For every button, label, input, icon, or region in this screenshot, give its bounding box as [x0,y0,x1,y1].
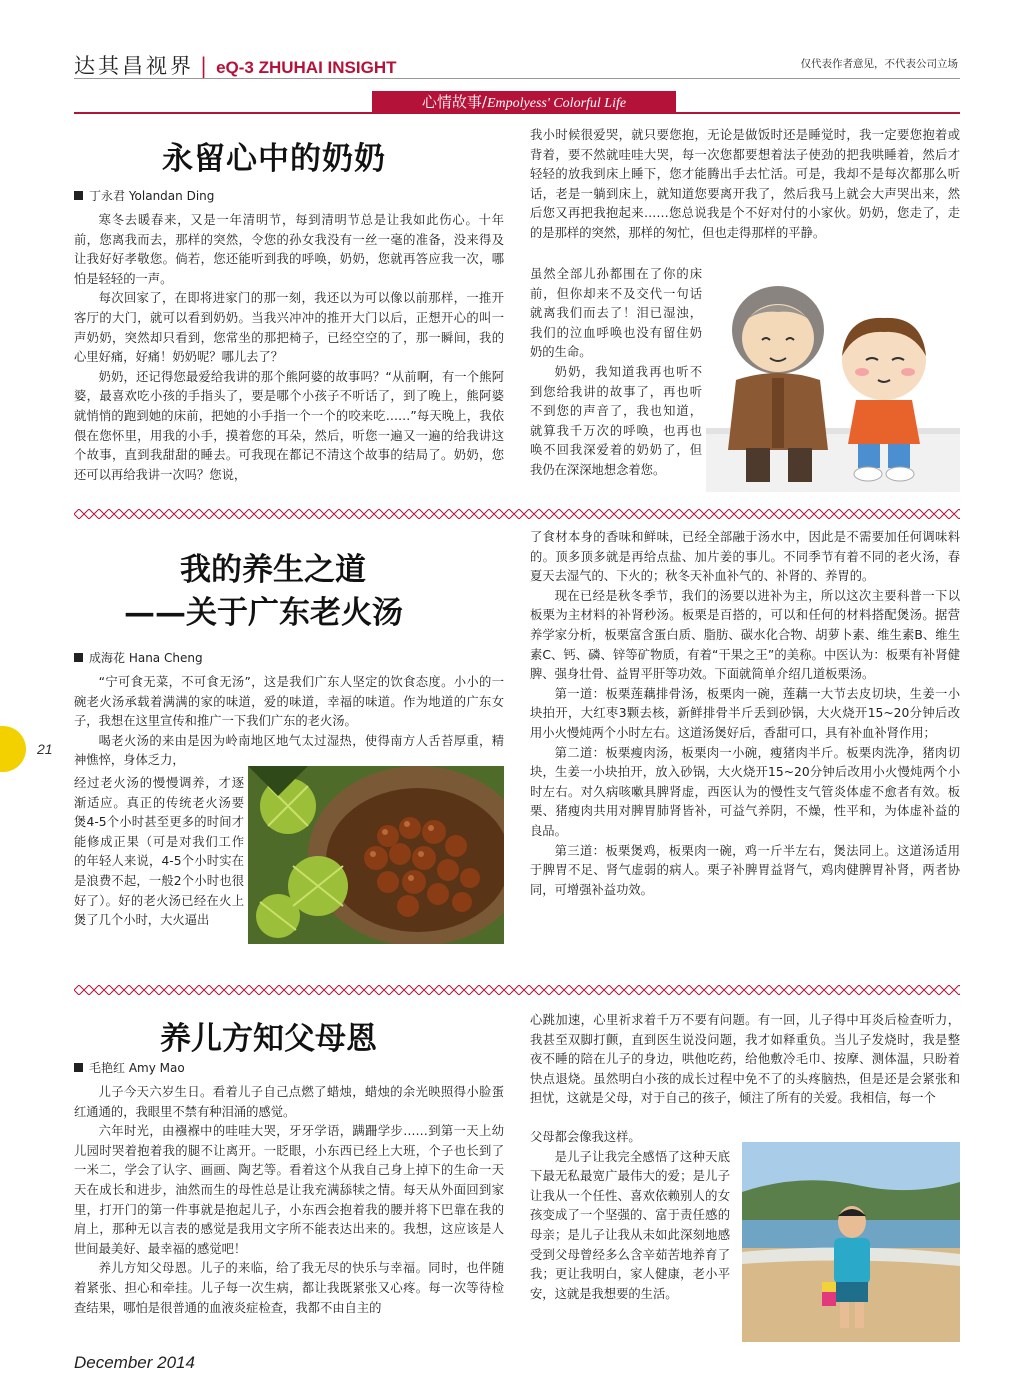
article2-title-line1: 我的养生之道 [180,552,366,588]
paragraph: 第一道：板栗莲藕排骨汤，板栗肉一碗，莲藕一大节去皮切块，生姜一小块拍开，大红枣3颗去核，新鲜排骨半斤丢到砂锅，大火烧开15~20分钟后改用小火慢炖两个小时左右。这道汤煲好后，香甜可口，具有补血补肾作用； [530,686,960,740]
paragraph: 虽然全部儿孙都围在了你的床前，但你却来不及交代一句话就离我们而去了！泪已湿浊，我们的泣血呼唤也没有留住奶奶的生命。 [530,267,702,360]
paragraph: 喝老火汤的来由是因为岭南地区地气太过湿热，使得南方人舌苔厚重，精神憔悴，身体乏力， [74,733,504,768]
article3-right-narrow [530,1128,730,1304]
article3-title: 养儿方知父母恩 [160,1021,377,1057]
article3-right-column [530,1011,960,1109]
article1-author [74,187,214,204]
section-rule [74,112,960,114]
article3-author-name: 毛艳红 Amy Mao [89,1061,185,1075]
bullet-square [74,1063,83,1072]
paragraph: 了食材本身的香味和鲜味，已经全部融于汤水中，因此是不需要加任何调味料的。顶多顶多就是再给点盐、加片姜的事儿。不同季节有着不同的老火汤，春夏天去湿气的、下火的；秋冬天补血补气的、补肾的、养胃的。 [530,530,960,584]
bullet-square [74,191,83,200]
article3-author [74,1059,185,1076]
paragraph: 六年时光，由襁褓中的哇哇大哭，牙牙学语，蹒跚学步……到第一天上幼儿园时哭着抱着我的腿不让离开。一眨眼，小东西已经上大班，个子也长到了一米二，学会了认字、画画、陶艺等。看着这个从我自己身上掉下的生命一天天在成长和进步，油然而生的母性总是让我充满舔犊之情。每天从外面回到家里，打开门的第一件事就是抱起儿子，小东西会抱着我的腰并将下巴靠在我的肩上，那种无以言表的感觉是我用文字所不能表达出来的。我想，这应该是人世间最美好、最幸福的感觉吧！ [74,1124,504,1256]
article2-author [74,649,203,666]
article1-left-column [74,211,504,485]
article3-left-column [74,1083,504,1318]
section-tab [372,91,676,113]
page-tab [0,726,26,772]
section-name-en: Empolyess' Colorful Life [486,96,627,111]
magazine-name-cn: 达其昌视界 [74,54,194,78]
grandma-child-illustration [706,260,960,492]
paragraph: 经过老火汤的慢慢调养，才逐渐适应。真正的传统老火汤要煲4-5个小时甚至更多的时间才能修成正果（可是对我们工作的年轻人来说，4-5个小时实在是浪费不起，一般2个小时也很好了）。好的老火汤已经在火上煲了几个小时，大火逼出 [74,776,244,928]
paragraph: 养儿方知父母恩。儿子的来临，给了我无尽的快乐与幸福。同时，也伴随着紧张、担心和牵挂。儿子每一次生病，都让我既紧张又心疼。每一次等待检查结果，哪怕是很普通的血液炎症检查，我都不由自主的 [74,1261,504,1315]
article1-author-name: 丁永君 Yolandan Ding [89,189,215,203]
disclaimer: 仅代表作者意见，不代表公司立场 [800,58,958,70]
paragraph: 心跳加速，心里祈求着千万不要有问题。有一回，儿子得中耳炎后检查听力，我甚至双脚打颤，直到医生说没问题，我才如释重负。当儿子发烧时，我是整夜不睡的陪在儿子的身边，哄他吃药，给他敷冷毛巾、按摩、测体温，只盼着快点退烧。虽然明白小孩的成长过程中免不了的头疼脑热，但是还是会紧张和担忧，这就是父母，对于自己的孩子，倾注了所有的关爱。我相信，每一个 [530,1013,960,1106]
paragraph: 第三道：板栗煲鸡，板栗肉一碗，鸡一斤半左右，煲法同上。这道汤适用于脾胃不足、肾气虚弱的病人。栗子补脾胃益肾气，鸡肉健脾胃补肾，两者协同，可增强补益功效。 [530,843,960,897]
paragraph: 第二道：板栗瘦肉汤，板栗肉一小碗，瘦猪肉半斤。板栗肉洗净，猪肉切块，生姜一小块拍开，放入砂锅，大火烧开15~20分钟后改用小火慢炖两个小时左右。对久病咳嗽具脾肾虚，西医认为的慢性支气管炎体虚不愈者有效。板栗、猪瘦肉共用对脾胃肺肾皆补，可益气养阴，不燥，性平和，为体虚补益的良品。 [530,745,960,838]
section-divider [74,985,960,995]
article2-author-name: 成海花 Hana Cheng [89,651,203,665]
article1-right-column [530,126,960,244]
paragraph: 我小时候很爱哭，就只要您抱，无论是做饭时还是睡觉时，我一定要您抱着或背着，要不然就哇哇大哭，每一次您都要想着法子使劲的把我哄睡着，然后才轻轻的放我到床上睡下，您才能腾出手去忙活。可是，我却不是每次都那么听话，老是一躺到床上，就知道您要离开我了，然后我马上就会大声哭出来，然后您又再把我抱起来……您总说我是个不好对付的小家伙。奶奶，您走了，走的是那样的突然，那样的匆忙，但也走得那样的平静。 [530,128,960,240]
paragraph: 儿子今天六岁生日。看着儿子自己点燃了蜡烛，蜡烛的余光映照得小脸蛋红通通的，我眼里不禁有种泪涌的感觉。 [74,1085,504,1119]
article2-left-narrow [74,774,244,931]
article2-title-line2: ——关于广东老火汤 [124,595,403,631]
paragraph: 现在已经是秋冬季节，我们的汤要以进补为主，所以这次主要科普一下以板栗为主材料的补肾秒汤。板栗是百搭的，可以和任何的材料搭配煲汤。据营养学家分析，板栗富含蛋白质、脂肪、碳水化合物、胡萝卜素、维生素B、维生素C、钙、磷、锌等矿物质，有着“干果之王”的美称。中医认为：板栗有补肾健脾、强身壮骨、益胃平肝等功效。下面就简单介绍几道板栗汤。 [530,588,960,682]
bullet-square [74,653,83,662]
paragraph: 每次回家了，在即将进家门的那一刻，我还以为可以像以前那样，一推开客厅的大门，就可以看到奶奶。当我兴冲冲的推开大门以后，正想开心的叫一声奶奶，突然却只看到，您常坐的那把椅子，已经空空的了，那一瞬间，我的心里好痛，好痛！奶奶呢？哪儿去了？ [74,291,504,365]
issue-date: December 2014 [74,1353,195,1372]
chestnuts-photo [248,766,504,944]
article1-right-narrow [530,265,702,481]
paragraph: 寒冬去暖春来，又是一年清明节，每到清明节总是让我如此伤心。十年前，您离我而去，那样的突然，令您的孙女我没有一丝一毫的准备，没来得及让我好好孝敬您。倘若，您还能听到我的呼唤，奶奶，您就再答应我一次，哪怕是轻轻的一声。 [74,213,504,286]
section-divider [74,509,960,519]
paragraph: “宁可食无菜，不可食无汤”，这是我们广东人坚定的饮食态度。小小的一碗老火汤承载着满满的家的味道，爱的味道，幸福的味道。作为地道的广东女子，我想在这里宣传和推广一下我们广东的老火汤。 [74,675,504,729]
boy-on-beach-photo [742,1142,960,1342]
paragraph: 奶奶，我知道我再也听不到您给我讲的故事了，再也听不到您的声音了，我也知道，就算我千万次的呼唤，也再也唤不回我深爱着的奶奶了，但我仍在深深地想念着您。 [530,364,702,477]
paragraph: 奶奶，还记得您最爱给我讲的那个熊阿婆的故事吗？“从前啊，有一个熊阿婆，最喜欢吃小孩的手指头了，要是哪个小孩子不听话了，到了晚上，熊阿婆就悄悄的跑到她的床前，把她的小手指一个一个的咬来吃……”每天晚上，我依偎在您怀里，用我的小手，摸着您的耳朵，然后，听您一遍又一遍的给我讲这个故事，直到我甜甜的睡去。可我现在都记不清这个故事的结局了。奶奶，您还可以再给我讲一次吗？您说， [74,369,504,482]
page-number: 21 [37,741,53,757]
paragraph: 是儿子让我完全感悟了这种天底下最无私最宽广最伟大的爱；是儿子让我从一个任性、喜欢依赖别人的女孩变成了一个坚强的、富于责任感的母亲；是儿子让我从未如此深刻地感受到父母曾经多么含辛茹苦地养育了我；更让我明白，家人健康，老小平安，这就是我想要的生活。 [530,1149,730,1301]
magazine-name-en: eQ-3 ZHUHAI INSIGHT [216,58,397,77]
article2-left-column [74,673,504,771]
article2-right-column [530,528,960,900]
header-rule [74,78,960,79]
paragraph: 父母都会像我这样。 [530,1130,641,1144]
title-separator: | [200,54,211,78]
magazine-title [74,50,396,80]
section-name-cn: 心情故事/ [421,93,487,111]
article1-title: 永留心中的奶奶 [162,141,386,177]
